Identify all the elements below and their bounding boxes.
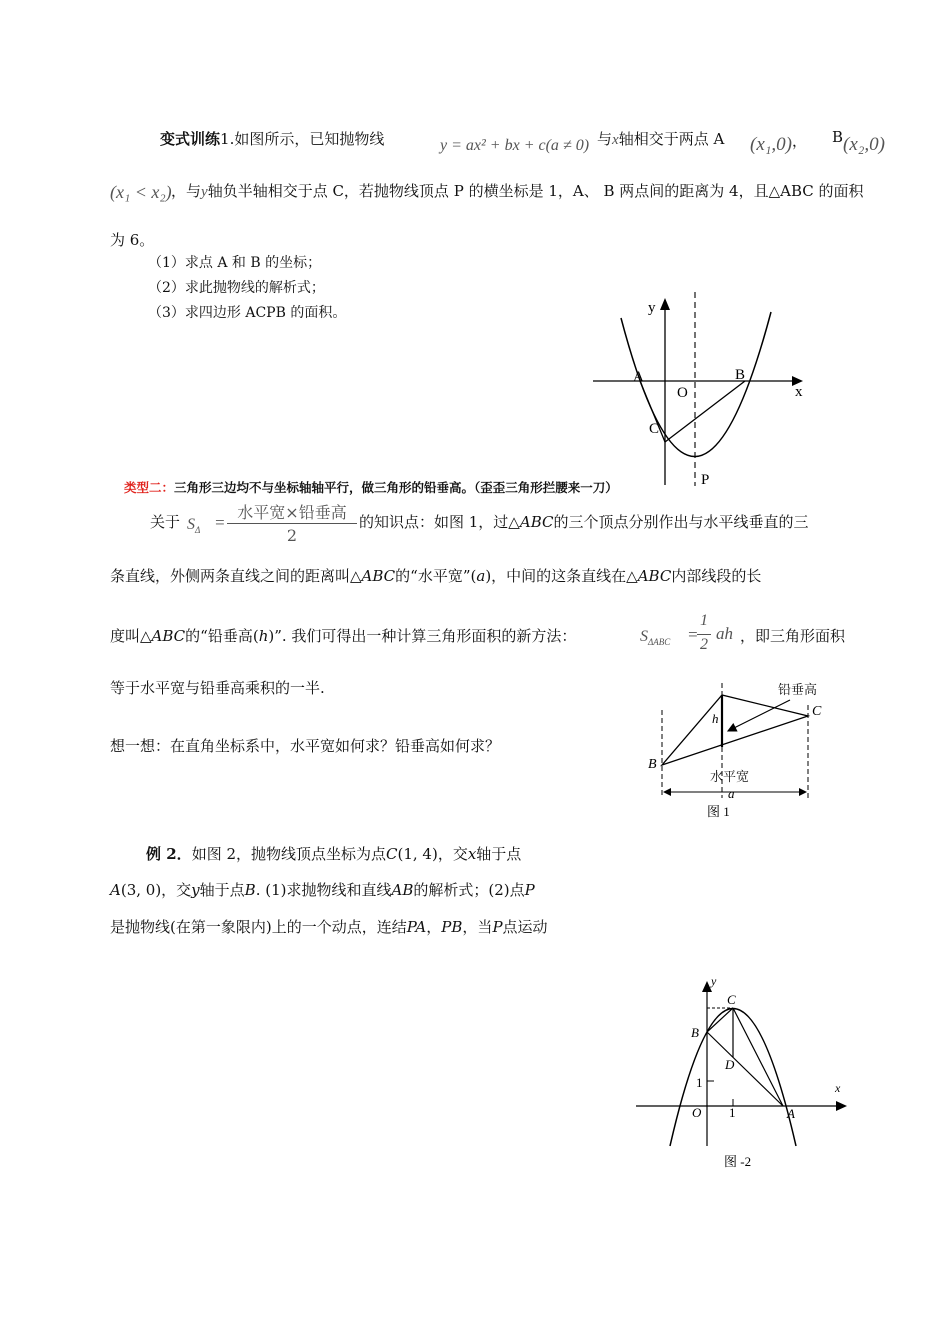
fig-label-c: C (649, 421, 660, 437)
figure-2-caption: 图 -2 (724, 1154, 752, 1169)
fig2-label-one-x: 1 (729, 1105, 736, 1120)
fig2-label-x: x (835, 1081, 841, 1095)
type2-label: 类型二： (124, 480, 175, 495)
figure-1 (640, 675, 840, 825)
label-c: C (812, 704, 822, 719)
fig-label-p: P (701, 472, 710, 488)
para-line2: 条直线，外侧两条直线之间的距离叫△ABC的“水平宽”(a)，中间的这条直线在△ABC内部线段的长 (110, 567, 762, 585)
s-abc: $S_{\Delta ABC}$ (640, 628, 671, 648)
fig2-label-b: B (691, 1025, 699, 1040)
parabola-formula: y = ax² + bx + c(a ≠ 0) (440, 137, 590, 154)
fig2-label-o: O (692, 1105, 702, 1120)
label-h: h (712, 711, 719, 726)
fig-label-o: O (677, 385, 688, 401)
point-a-coords: (x₁,0) (750, 134, 792, 155)
fig2-label-d: D (725, 1057, 735, 1072)
example2-line3: 是抛物线(在第一象限内)上的一个动点，连结PA，PB，当P点运动 (110, 918, 548, 936)
label-shuipingkuan: 水平宽 (710, 769, 750, 784)
y-axis-arrow-icon (660, 298, 670, 310)
fig-label-b: B (735, 367, 746, 383)
example2-line1: 例 2．如图 2，抛物线顶点坐标为点C(1, 4)，交x轴于点 (146, 845, 522, 863)
example2-line2: A(3, 0)，交y轴于点B. (1)求抛物线和直线AB的解析式；(2)点P (110, 881, 535, 899)
fig2-segment-ca (733, 1008, 783, 1106)
para-line3: 度叫△ABC的“铅垂高(h)”. 我们可得出一种计算三角形面积的新方法： (110, 627, 577, 645)
exercise1-figure (585, 290, 815, 490)
fig2-label-one-y: 1 (696, 1075, 703, 1090)
question-1: （1）求点 A 和 B 的坐标； (148, 255, 322, 271)
fig2-label-c: C (727, 992, 736, 1007)
fig2-label-y: y (711, 974, 717, 988)
exercise1-line1-cont: 与x轴相交于两点 A (597, 130, 725, 148)
example2-label: 例 2 (146, 845, 177, 863)
fig-label-x: x (795, 384, 803, 400)
question-2: （2）求此抛物线的解析式； (148, 280, 325, 296)
half-fraction-bar (697, 634, 711, 635)
para-line1: 的知识点：如图 1，过△ABC的三个顶点分别作出与水平线垂直的三 (359, 513, 809, 531)
fraction-numerator: 水平宽×铅垂高 (237, 503, 347, 522)
exercise1-title: 变式训练 (160, 130, 221, 148)
exercise1-line3: 为 6。 (110, 231, 155, 249)
fig2-segment-ba (707, 1032, 783, 1106)
type2-heading: 类型二：三角形三边均不与坐标轴轴平行，做三角形的铅垂高。（歪歪三角形拦腰来一刀） (124, 480, 618, 495)
figure-1-caption: 图 1 (707, 804, 730, 819)
triangle-abc (662, 695, 808, 765)
para-line4: 等于水平宽与铅垂高乘积的一半. (110, 679, 325, 697)
label-qianchuigao: 铅垂高 (778, 682, 818, 697)
fig2-segment-bc (707, 1008, 733, 1032)
fraction-denominator: 2 (286, 526, 298, 545)
exercise1-line1: 变式训练1.如图所示，已知抛物线 (160, 130, 385, 148)
fig2-label-a: A (787, 1106, 795, 1121)
think-question: 想一想：在直角坐标系中，水平宽如何求？铅垂高如何求？ (110, 737, 501, 755)
exercise1-line2: ，与y轴负半轴相交于点 C，若抛物线顶点 P 的横坐标是 1，A、 B 两点间的距离为 4，且△ABC 的面积 (171, 182, 864, 200)
fig-label-y: y (648, 300, 656, 316)
label-a: a (728, 786, 735, 801)
figure-2 (630, 968, 860, 1178)
fig-label-a: A (633, 369, 644, 385)
x1-lt-x2: (x₁ < x₂) (110, 182, 172, 202)
fig2-x-axis-arrow-icon (836, 1101, 847, 1111)
point-b-coords: (x₂,0) (843, 134, 885, 155)
s-delta: $S_\Delta$ (187, 516, 201, 536)
label-b: B (648, 757, 657, 772)
question-3: （3）求四边形 ACPB 的面积。 (148, 305, 347, 321)
fraction-bar (227, 523, 357, 524)
